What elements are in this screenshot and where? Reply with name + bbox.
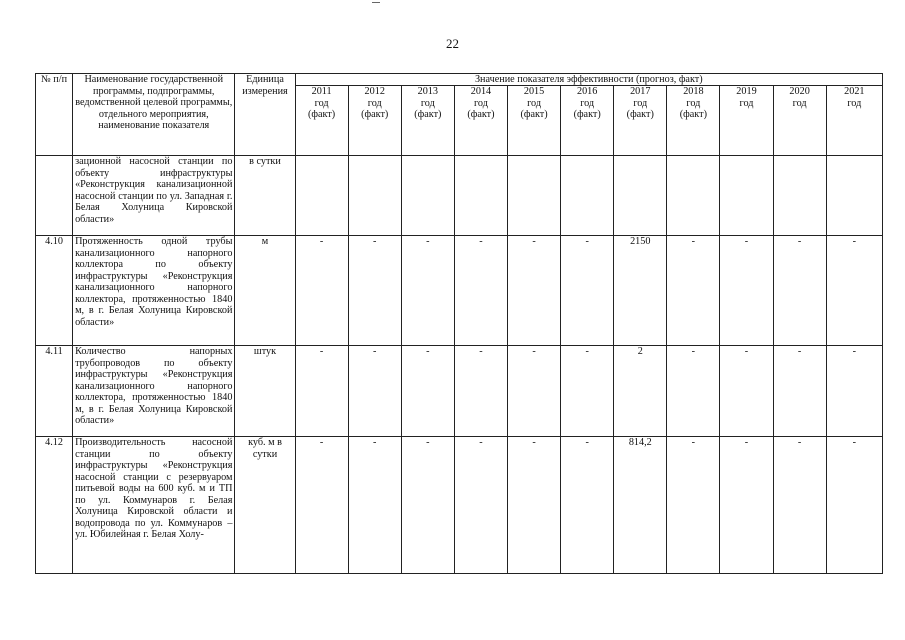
table-row [36, 236, 883, 346]
header-unit: Единица измерения [235, 74, 295, 156]
table-row [36, 346, 883, 437]
header-year-2018: 2018 год (факт) [667, 86, 720, 156]
page-number: 22 [446, 36, 459, 51]
value-cell [826, 156, 882, 236]
value-cell: - [295, 346, 348, 437]
value-cell: - [508, 437, 561, 574]
value-cell: - [454, 236, 507, 346]
value-cell: - [508, 236, 561, 346]
row-number [36, 156, 73, 236]
unit-cell: куб. м в сутки [235, 437, 295, 574]
value-cell: - [561, 437, 614, 574]
value-cell: - [773, 236, 826, 346]
header-name: Наименование государственной программы, подпрограммы, ведомственной целевой программы, отдельного мероприятия, наименование показателя [73, 74, 235, 156]
value-cell: 814,2 [614, 437, 667, 574]
value-cell: - [667, 236, 720, 346]
header-year-2012: 2012 год (факт) [348, 86, 401, 156]
value-cell: - [295, 437, 348, 574]
header-value-group: Значение показателя эффективности (прогноз, факт) [295, 74, 882, 86]
value-cell: - [348, 346, 401, 437]
value-cell: 2 [614, 346, 667, 437]
scan-mark [372, 2, 380, 3]
value-cell [773, 156, 826, 236]
value-cell [401, 156, 454, 236]
value-cell [454, 156, 507, 236]
header-year-2014: 2014 год (факт) [454, 86, 507, 156]
value-cell: - [826, 236, 882, 346]
value-cell: - [401, 437, 454, 574]
value-cell: - [561, 346, 614, 437]
header-year-2021: 2021 год [826, 86, 882, 156]
unit-cell: штук [235, 346, 295, 437]
value-cell [295, 156, 348, 236]
header-year-2011: 2011 год (факт) [295, 86, 348, 156]
value-cell: - [773, 346, 826, 437]
value-cell: - [454, 437, 507, 574]
value-cell [614, 156, 667, 236]
unit-cell: в сутки [235, 156, 295, 236]
value-cell: - [295, 236, 348, 346]
table-row [36, 437, 883, 574]
header-year-2016: 2016 год (факт) [561, 86, 614, 156]
value-cell: 2150 [614, 236, 667, 346]
value-cell [667, 156, 720, 236]
row-number: 4.11 [36, 346, 73, 437]
value-cell: - [348, 437, 401, 574]
value-cell: - [401, 236, 454, 346]
header-year-2017: 2017 год (факт) [614, 86, 667, 156]
header-year-2019: 2019 год [720, 86, 773, 156]
value-cell: - [826, 437, 882, 574]
header-year-2015: 2015 год (факт) [508, 86, 561, 156]
value-cell: - [773, 437, 826, 574]
header-year-2020: 2020 год [773, 86, 826, 156]
value-cell [348, 156, 401, 236]
value-cell: - [561, 236, 614, 346]
indicator-name: Производительность насосной станции по объекту инфраструктуры «Реконструкция насосной станции с резервуаром питьевой воды на 600 куб. м и ТП по ул. Коммунаров г. Белая Холуница Кировской области и водопровода по ул. Коммунаров – ул. Юбилейная г. Белая Холу- [73, 437, 235, 574]
unit-cell: м [235, 236, 295, 346]
value-cell: - [508, 346, 561, 437]
row-number: 4.12 [36, 437, 73, 574]
value-cell: - [667, 346, 720, 437]
table-row [36, 156, 883, 236]
row-number: 4.10 [36, 236, 73, 346]
header-year-2013: 2013 год (факт) [401, 86, 454, 156]
value-cell: - [348, 236, 401, 346]
value-cell [720, 156, 773, 236]
value-cell: - [826, 346, 882, 437]
value-cell: - [720, 236, 773, 346]
indicator-table [35, 73, 883, 574]
indicator-name: зационной насосной станции по объекту инфраструктуры «Реконструкция канализационной насосной станции по ул. Западная г. Белая Холуница Кировской области» [73, 156, 235, 236]
value-cell: - [667, 437, 720, 574]
value-cell [561, 156, 614, 236]
value-cell: - [720, 437, 773, 574]
value-cell: - [401, 346, 454, 437]
indicator-name: Протяженность одной трубы канализационного напорного коллектора по объекту инфраструктуры «Реконструкция канализационного напорного коллектора, протяженностью 1840 м, в г. Белая Холуница Кировской области» [73, 236, 235, 346]
value-cell [508, 156, 561, 236]
value-cell: - [454, 346, 507, 437]
header-num: № п/п [36, 74, 73, 156]
header-row-1 [36, 74, 883, 86]
indicator-name: Количество напорных трубопроводов по объекту инфраструктуры «Реконструкция канализационного напорного коллектора, протяженностью 1840 м, в г. Белая Холуница Кировской области» [73, 346, 235, 437]
value-cell: - [720, 346, 773, 437]
